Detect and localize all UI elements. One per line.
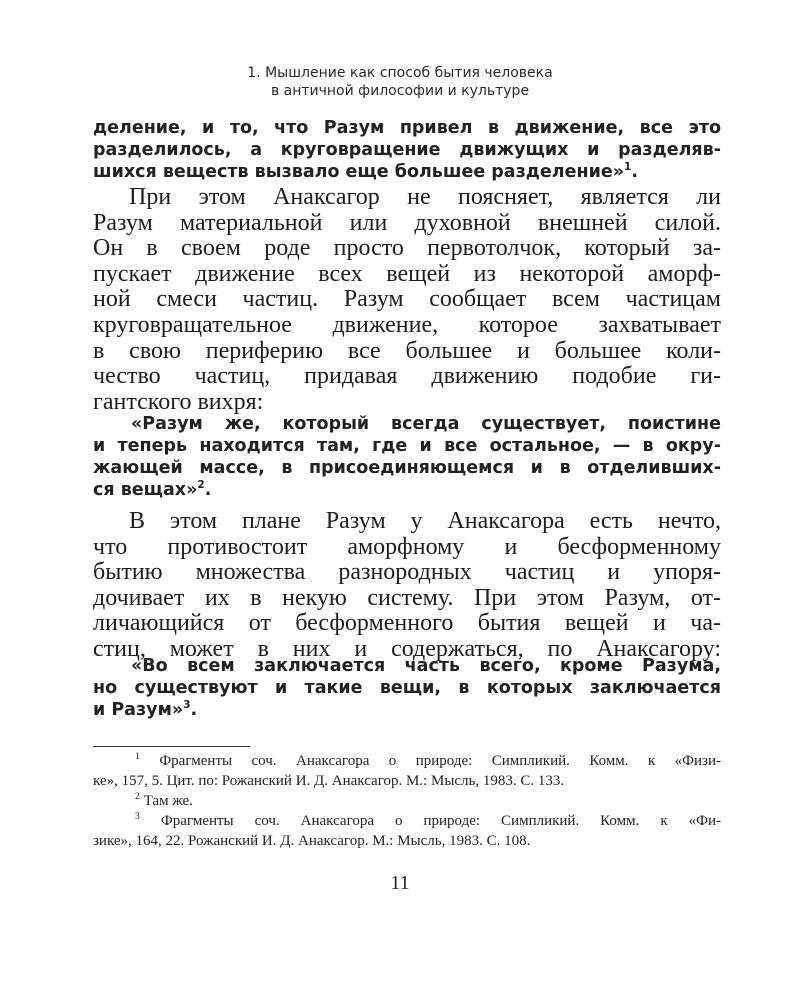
footnote-number: 3 — [135, 811, 140, 822]
text-line: $^1$ Фрагменты соч. Анаксагора о природе: Симпликий. Комм. к «Физи- — [135, 751, 722, 769]
text-line: личающийся от бесформенного бытия вещей и ча- — [93, 610, 721, 637]
text-line: В этом плане Разум у Анаксагора есть нечто, — [129, 508, 721, 534]
text-line: и теперь находится там, где и все остальное, — в окру- — [93, 436, 721, 456]
text-line: чество частиц, придавая движению подобие ги- — [93, 363, 721, 390]
text-line: ся вещах»$^2$. — [93, 479, 212, 500]
footnotes — [93, 751, 721, 851]
running-head — [150, 64, 650, 100]
text-line: «Разум же, который всегда существует, поистине — [131, 414, 721, 434]
text-line: При этом Анаксагор не поясняет, является ли — [129, 184, 721, 210]
text-line: «Во всем заключается часть всего, кроме Разума, — [131, 656, 721, 676]
text-line: бытию множества разнородных частиц и упоря- — [93, 559, 721, 586]
block-quote — [93, 655, 721, 721]
footnote-divider — [93, 746, 250, 747]
paragraph — [93, 185, 721, 415]
footnote-number: 1 — [135, 751, 140, 762]
footnote-number: 2 — [135, 791, 140, 802]
footnote — [93, 811, 721, 851]
text-line: зике», 164, 22. Рожанский И. Д. Анаксагор. М.: Мысль, 1983. С. 108. — [93, 833, 531, 849]
text-line: дочивает их в некую систему. При этом Разум, от- — [93, 584, 721, 611]
footnote-ref: 3 — [183, 699, 191, 712]
page-number: 11 — [390, 872, 410, 894]
text-line: ной смеси частиц. Разум сообщает всем частицам — [93, 286, 721, 313]
text-line: но существуют и такие вещи, в которых заключается — [93, 678, 721, 698]
running-head-line: в античной философии и культуре — [270, 83, 530, 99]
text-line: стиц, может в них и содержаться, по Анаксагору: — [93, 635, 721, 662]
text-line: Разум материальной или духовной внешней силой. — [93, 209, 721, 236]
text-line: ке», 157, 5. Цит. по: Рожанский И. Д. Анаксагор. М.: Мысль, 1983. С. 133. — [93, 773, 565, 789]
text-line: что противостоит аморфному и бесформенному — [93, 533, 721, 560]
text-line: $^3$ Фрагменты соч. Анаксагора о природе: Симпликий. Комм. к «Фи- — [135, 811, 721, 829]
text-line: жающей массе, в присоединяющемся и в отделивших- — [93, 458, 721, 478]
text-line: в свою периферию все большее и большее коли- — [93, 337, 721, 364]
text-line: и Разум»$^3$. — [93, 699, 198, 720]
block-quote — [93, 413, 721, 501]
text-line: разделилось, а круговращение движущих и разделяв- — [93, 140, 721, 160]
running-head-line: 1. Мышление как способ бытия человека — [247, 65, 553, 81]
footnote — [93, 751, 721, 791]
footnote — [93, 791, 721, 811]
footnote-ref: 1 — [624, 161, 632, 174]
text-line: Он в своем роде просто первотолчок, который за- — [93, 235, 721, 262]
quote-continuation — [93, 117, 721, 183]
text-line: деление, и то, что Разум привел в движение, все это — [93, 118, 721, 138]
paragraph — [93, 509, 721, 663]
text-line: круговращательное движение, которое захватывает — [93, 311, 721, 338]
text-line: шихся веществ вызвало еще большее разделение»$^1$. — [93, 161, 638, 182]
text-line: гантского вихря: — [93, 388, 264, 415]
text-line: пускает движение всех вещей из некоторой аморф- — [93, 260, 721, 287]
text-line: $^2$ Там же. — [135, 791, 193, 809]
footnote-ref: 2 — [197, 479, 205, 492]
